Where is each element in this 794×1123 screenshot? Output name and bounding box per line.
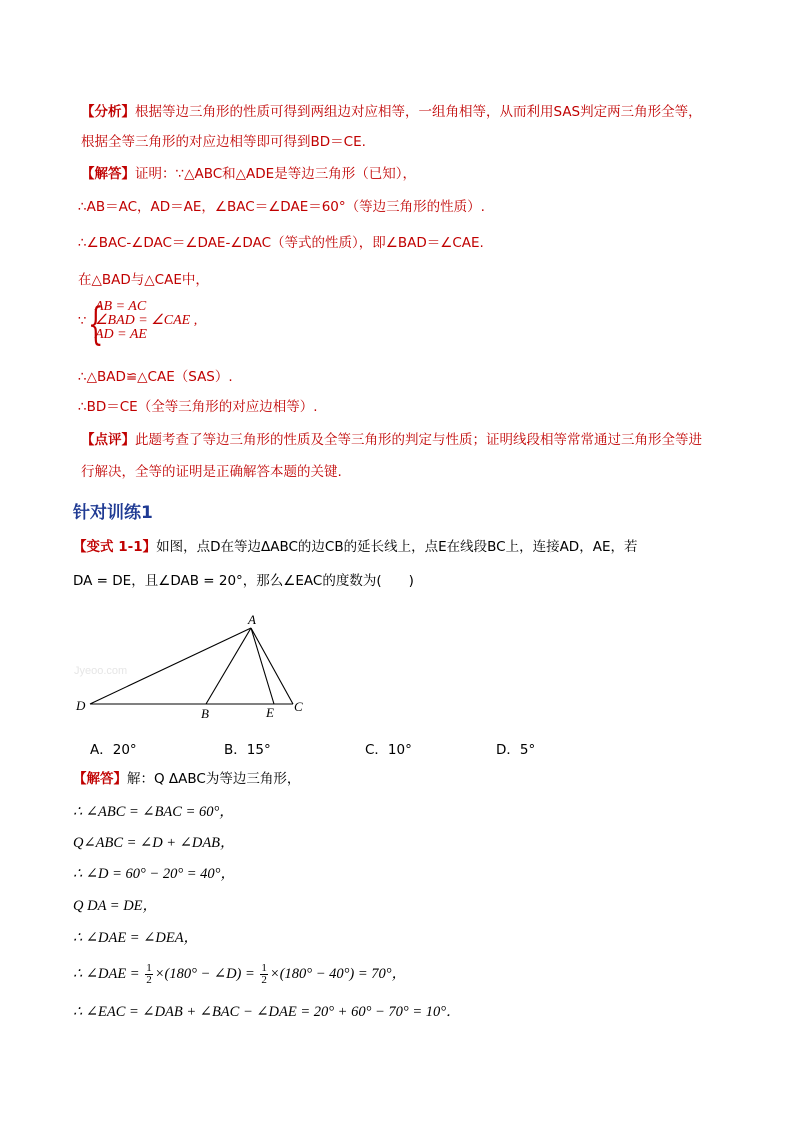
answer-line-7-c: ×(180° − 40°) = 70°， xyxy=(269,966,407,982)
label-a: A xyxy=(248,612,256,627)
answer-line-7-b: ×(180° − ∠D) = xyxy=(154,966,255,982)
answer-line-8: ∴ ∠EAC = ∠DAB + ∠BAC − ∠DAE = 20° + 60° − 70° = 10°． xyxy=(73,1004,461,1020)
answer-line-7-a: ∴ ∠DAE = xyxy=(73,966,140,982)
left-brace: { xyxy=(88,299,104,350)
variant-text-1: 如图，点D在等边ΔABC的边CB的延长线上，点E在线段BC上，连接AD，AE，若 xyxy=(156,539,638,555)
solution-line-5: ∴△BAD≌△CAE（SAS）. xyxy=(78,369,233,385)
fraction-denominator-2: 2 xyxy=(261,974,267,987)
triangle-figure xyxy=(60,608,320,728)
segment-ca xyxy=(251,628,293,704)
because-symbol: ∵ xyxy=(78,314,87,329)
comment-line-1 xyxy=(81,431,702,449)
fraction-numerator-1: 1 xyxy=(146,962,152,975)
answer-line-7 xyxy=(73,960,406,988)
analysis-line-1 xyxy=(81,103,702,121)
comment-line-2: 行解决，全等的证明是正确解答本题的关键. xyxy=(81,464,342,480)
choice-a: A．20° xyxy=(90,742,137,758)
choice-c: C．10° xyxy=(365,742,412,758)
fraction-denominator-1: 2 xyxy=(146,974,152,987)
choice-d: D．5° xyxy=(496,742,536,758)
answer-tag: 【解答】 xyxy=(73,771,127,787)
fraction-half-2 xyxy=(260,963,268,986)
answer-line-3: Q∠ABC = ∠D + ∠DAB， xyxy=(73,835,235,851)
watermark: Jyeoo.com xyxy=(74,665,128,677)
analysis-text-1: 根据等边三角形的性质可得到两组边对应相等，一组角相等，从而利用SAS判定两三角形全等， xyxy=(135,104,702,120)
label-b: B xyxy=(201,706,209,721)
analysis-tag: 【分析】 xyxy=(81,104,135,120)
answer-line-6: ∴ ∠DAE = ∠DEA， xyxy=(73,930,199,946)
comment-tag: 【点评】 xyxy=(81,432,135,448)
answer-line-2: ∴ ∠ABC = ∠BAC = 60°， xyxy=(73,804,234,820)
brace-line-1: AB = AC xyxy=(95,299,147,314)
brace-lines xyxy=(95,300,197,342)
fraction-numerator-2: 1 xyxy=(261,962,267,975)
solution-line-1 xyxy=(81,165,416,183)
section-heading: 针对训练1 xyxy=(73,503,153,523)
answer-text-1: 解：Q ΔABC为等边三角形， xyxy=(127,771,301,787)
choice-b: B．15° xyxy=(224,742,271,758)
analysis-line-2: 根据全等三角形的对应边相等即可得到BD＝CE. xyxy=(81,134,366,150)
brace-line-2: ∠BAD = ∠CAE , xyxy=(95,313,198,328)
label-c: C xyxy=(294,699,303,714)
solution-text-1: 证明：∵△ABC和△ADE是等边三角形（已知）， xyxy=(135,166,416,182)
variant-line-1 xyxy=(73,538,637,556)
solution-line-4: 在△BAD与△CAE中， xyxy=(78,272,209,288)
label-d: D xyxy=(76,698,86,713)
solution-line-2: ∴AB＝AC，AD＝AE，∠BAC＝∠DAE＝60°（等边三角形的性质）. xyxy=(78,199,485,215)
answer-line-4: ∴ ∠D = 60° − 20° = 40°， xyxy=(73,866,235,882)
answer-line-5: Q DA = DE， xyxy=(73,898,158,914)
fraction-half-1 xyxy=(145,963,153,986)
brace-line-3: AD = AE xyxy=(95,327,147,342)
comment-text-1: 此题考查了等边三角形的性质及全等三角形的判定与性质；证明线段相等常常通过三角形全等进 xyxy=(135,432,702,448)
answer-line-1 xyxy=(73,770,300,788)
solution-line-6: ∴BD＝CE（全等三角形的对应边相等）. xyxy=(78,399,318,415)
segment-ea xyxy=(251,628,274,704)
variant-line-2: DA = DE，且∠DAB = 20°，那么∠EAC的度数为( ) xyxy=(73,573,414,589)
label-e: E xyxy=(266,705,274,720)
variant-tag: 【变式 1-1】 xyxy=(73,539,157,555)
solution-line-3: ∴∠BAC-∠DAC＝∠DAE-∠DAC（等式的性质），即∠BAD＝∠CAE. xyxy=(78,235,484,251)
solution-tag: 【解答】 xyxy=(81,166,135,182)
segment-ba xyxy=(206,628,251,704)
